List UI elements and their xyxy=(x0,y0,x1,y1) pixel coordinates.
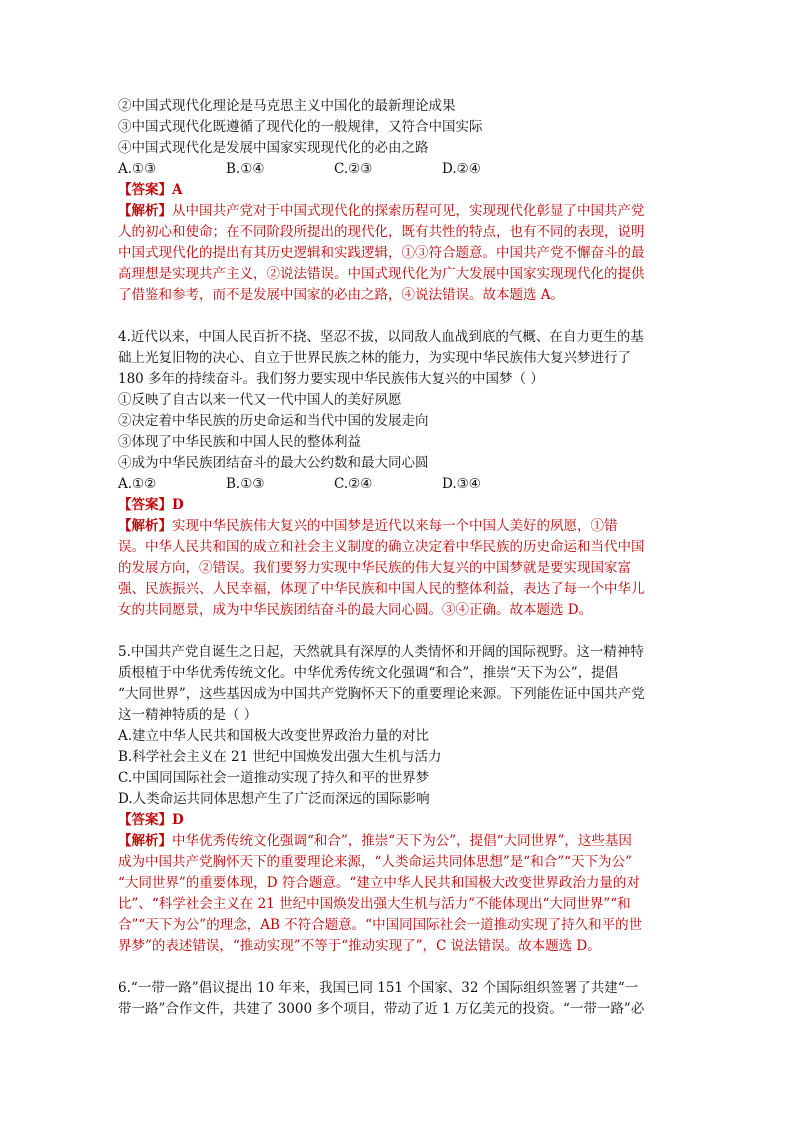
q4-stem-line-3: 180 多年的持续奋斗。我们努力要实现中华民族伟大复兴的中国梦（ ） xyxy=(118,371,544,387)
q4-answer-value: D xyxy=(172,497,184,513)
q3-analysis-label: 【解析】 xyxy=(118,203,172,219)
q4-stem-line-2: 础上光复旧物的决心、自立于世界民族之林的能力，为实现中华民族伟大复兴梦进行了 xyxy=(118,350,631,366)
question-5 xyxy=(118,642,680,957)
q5-answer-label: 【答案】 xyxy=(118,812,172,828)
q4-stem-line-1: 4.近代以来，中国人民百折不挠、坚忍不拔，以同敌人血战到底的气概、在自力更生的基 xyxy=(118,329,644,345)
q6-stem-line-2: 带一路”合作文件，共建了 3000 多个项目，带动了近 1 万亿美元的投资。“一带一路”必 xyxy=(118,1001,645,1017)
q4-answer xyxy=(118,495,680,516)
q3-item-3: ③中国式现代化既遵循了现代化的一般规律，又符合中国实际 xyxy=(118,119,483,135)
q4-options xyxy=(118,474,680,495)
q5-stem-line-4: 这一精神特质的是（ ） xyxy=(118,707,258,723)
q4-option-b: B.①③ xyxy=(226,476,265,492)
q5-analysis xyxy=(118,831,680,957)
q5-option-b: B.科学社会主义在 21 世纪中国焕发出强大生机与活力 xyxy=(118,749,442,765)
q5-stem-line-3: “大同世界”，这些基因成为中国共产党胸怀天下的重要理论来源。下列能佐证中国共产党 xyxy=(118,686,645,702)
q4-item-4: ④成为中华民族团结奋斗的最大公约数和最大同心圆 xyxy=(118,455,429,471)
q3-option-d: D.②④ xyxy=(442,161,481,177)
q5-analysis-line-3: “大同世界”的重要体现，D 符合题意。“建立中华人民共和国极大改变世界政治力量的对 xyxy=(118,875,640,891)
q4-item-3: ③体现了中华民族和中国人民的整体利益 xyxy=(118,434,361,450)
q3-option-a: A.①③ xyxy=(118,161,157,177)
q4-answer-label: 【答案】 xyxy=(118,497,172,513)
q5-analysis-line-1: 中华优秀传统文化强调“和合”，推崇“天下为公”，提倡“大同世界”，这些基因 xyxy=(172,833,632,849)
q3-analysis-line-5: 了借鉴和参考，而不是发展中国家的必由之路，④说法错误。故本题选 A。 xyxy=(118,287,565,303)
q4-option-d: D.③④ xyxy=(442,476,481,492)
q3-answer-value: A xyxy=(172,182,183,198)
q5-answer xyxy=(118,810,680,831)
q6-stem-line-1: 6.“一带一路”倡议提出 10 年来，我国已同 151 个国家、32 个国际组织签署了共建“一 xyxy=(118,980,639,996)
q3-option-c: C.②③ xyxy=(334,161,373,177)
q4-item-1: ①反映了自古以来一代又一代中国人的美好夙愿 xyxy=(118,392,402,408)
q4-analysis-line-5: 女的共同愿景，成为中华民族团结奋斗的最大同心圆。③④正确。故本题选 D。 xyxy=(118,602,593,618)
q4-option-c: C.②④ xyxy=(334,476,373,492)
q5-analysis-line-4: 比”、“科学社会主义在 21 世纪中国焕发出强大生机与活力”不能体现出“大同世界”“和 xyxy=(118,896,631,912)
q3-option-b: B.①④ xyxy=(226,161,265,177)
q3-item-4: ④中国式现代化是发展中国家实现现代化的必由之路 xyxy=(118,140,429,156)
q3-analysis-line-3: 中国式现代化的提出有其历史逻辑和实践逻辑，①③符合题意。中国共产党不懈奋斗的最 xyxy=(118,245,645,261)
question-4 xyxy=(118,327,680,621)
q5-stem-line-1: 5.中国共产党自诞生之日起，天然就具有深厚的人类情怀和开阔的国际视野。这一精神特 xyxy=(118,644,644,660)
q3-answer-label: 【答案】 xyxy=(118,182,172,198)
q5-analysis-line-6: 界梦”的表述错误，“推动实现”不等于“推动实现了”，C 说法错误。故本题选 D。 xyxy=(118,938,601,954)
q5-answer-value: D xyxy=(172,812,184,828)
q5-analysis-line-5: 合”“天下为公”的理念，AB 不符合题意。“中国同国际社会一道推动实现了持久和平的世 xyxy=(118,917,643,933)
q4-option-a: A.①② xyxy=(118,476,157,492)
q5-stem-line-2: 质根植于中华优秀传统文化。中华优秀传统文化强调“和合”，推崇“天下为公”，提倡 xyxy=(118,665,619,681)
q5-option-c: C.中国同国际社会一道推动实现了持久和平的世界梦 xyxy=(118,770,430,786)
question-6 xyxy=(118,978,680,1020)
q4-analysis-line-3: 的发展方向，②错误。我们要努力实现中华民族的伟大复兴的中国梦就是要实现国家富 xyxy=(118,560,631,576)
q4-analysis-line-1: 实现中华民族伟大复兴的中国梦是近代以来每一个中国人美好的夙愿，①错 xyxy=(172,518,618,534)
q3-item-2: ②中国式现代化理论是马克思主义中国化的最新理论成果 xyxy=(118,98,456,114)
q4-item-2: ②决定着中华民族的历史命运和当代中国的发展走向 xyxy=(118,413,429,429)
q4-analysis-line-2: 误。中华人民共和国的成立和社会主义制度的确立决定着中华民族的历史命运和当代中国 xyxy=(118,539,645,555)
q3-analysis xyxy=(118,201,680,306)
q3-analysis-line-1: 从中国共产党对于中国式现代化的探索历程可见，实现现代化彰显了中国共产党 xyxy=(172,203,645,219)
q5-option-a: A.建立中华人民共和国极大改变世界政治力量的对比 xyxy=(118,728,430,744)
q3-options xyxy=(118,159,680,180)
q3-analysis-line-4: 高理想是实现共产主义，②说法错误。中国式现代化为广大发展中国家实现现代化的提供 xyxy=(118,266,645,282)
document-page xyxy=(118,96,680,1020)
q5-analysis-label: 【解析】 xyxy=(118,833,172,849)
question-3 xyxy=(118,96,680,306)
q5-analysis-line-2: 成为中国共产党胸怀天下的重要理论来源，“人类命运共同体思想”是“和合”“天下为公” xyxy=(118,854,632,870)
q3-answer xyxy=(118,180,680,201)
q4-analysis xyxy=(118,516,680,621)
q4-analysis-line-4: 强、民族振兴、人民幸福，体现了中华民族和中国人民的整体利益，表达了每一个中华儿 xyxy=(118,581,645,597)
q5-option-d: D.人类命运共同体思想产生了广泛而深远的国际影响 xyxy=(118,791,430,807)
q4-analysis-label: 【解析】 xyxy=(118,518,172,534)
q3-analysis-line-2: 人的初心和使命；在不同阶段所提出的现代化，既有共性的特点，也有不同的表现，说明 xyxy=(118,224,645,240)
